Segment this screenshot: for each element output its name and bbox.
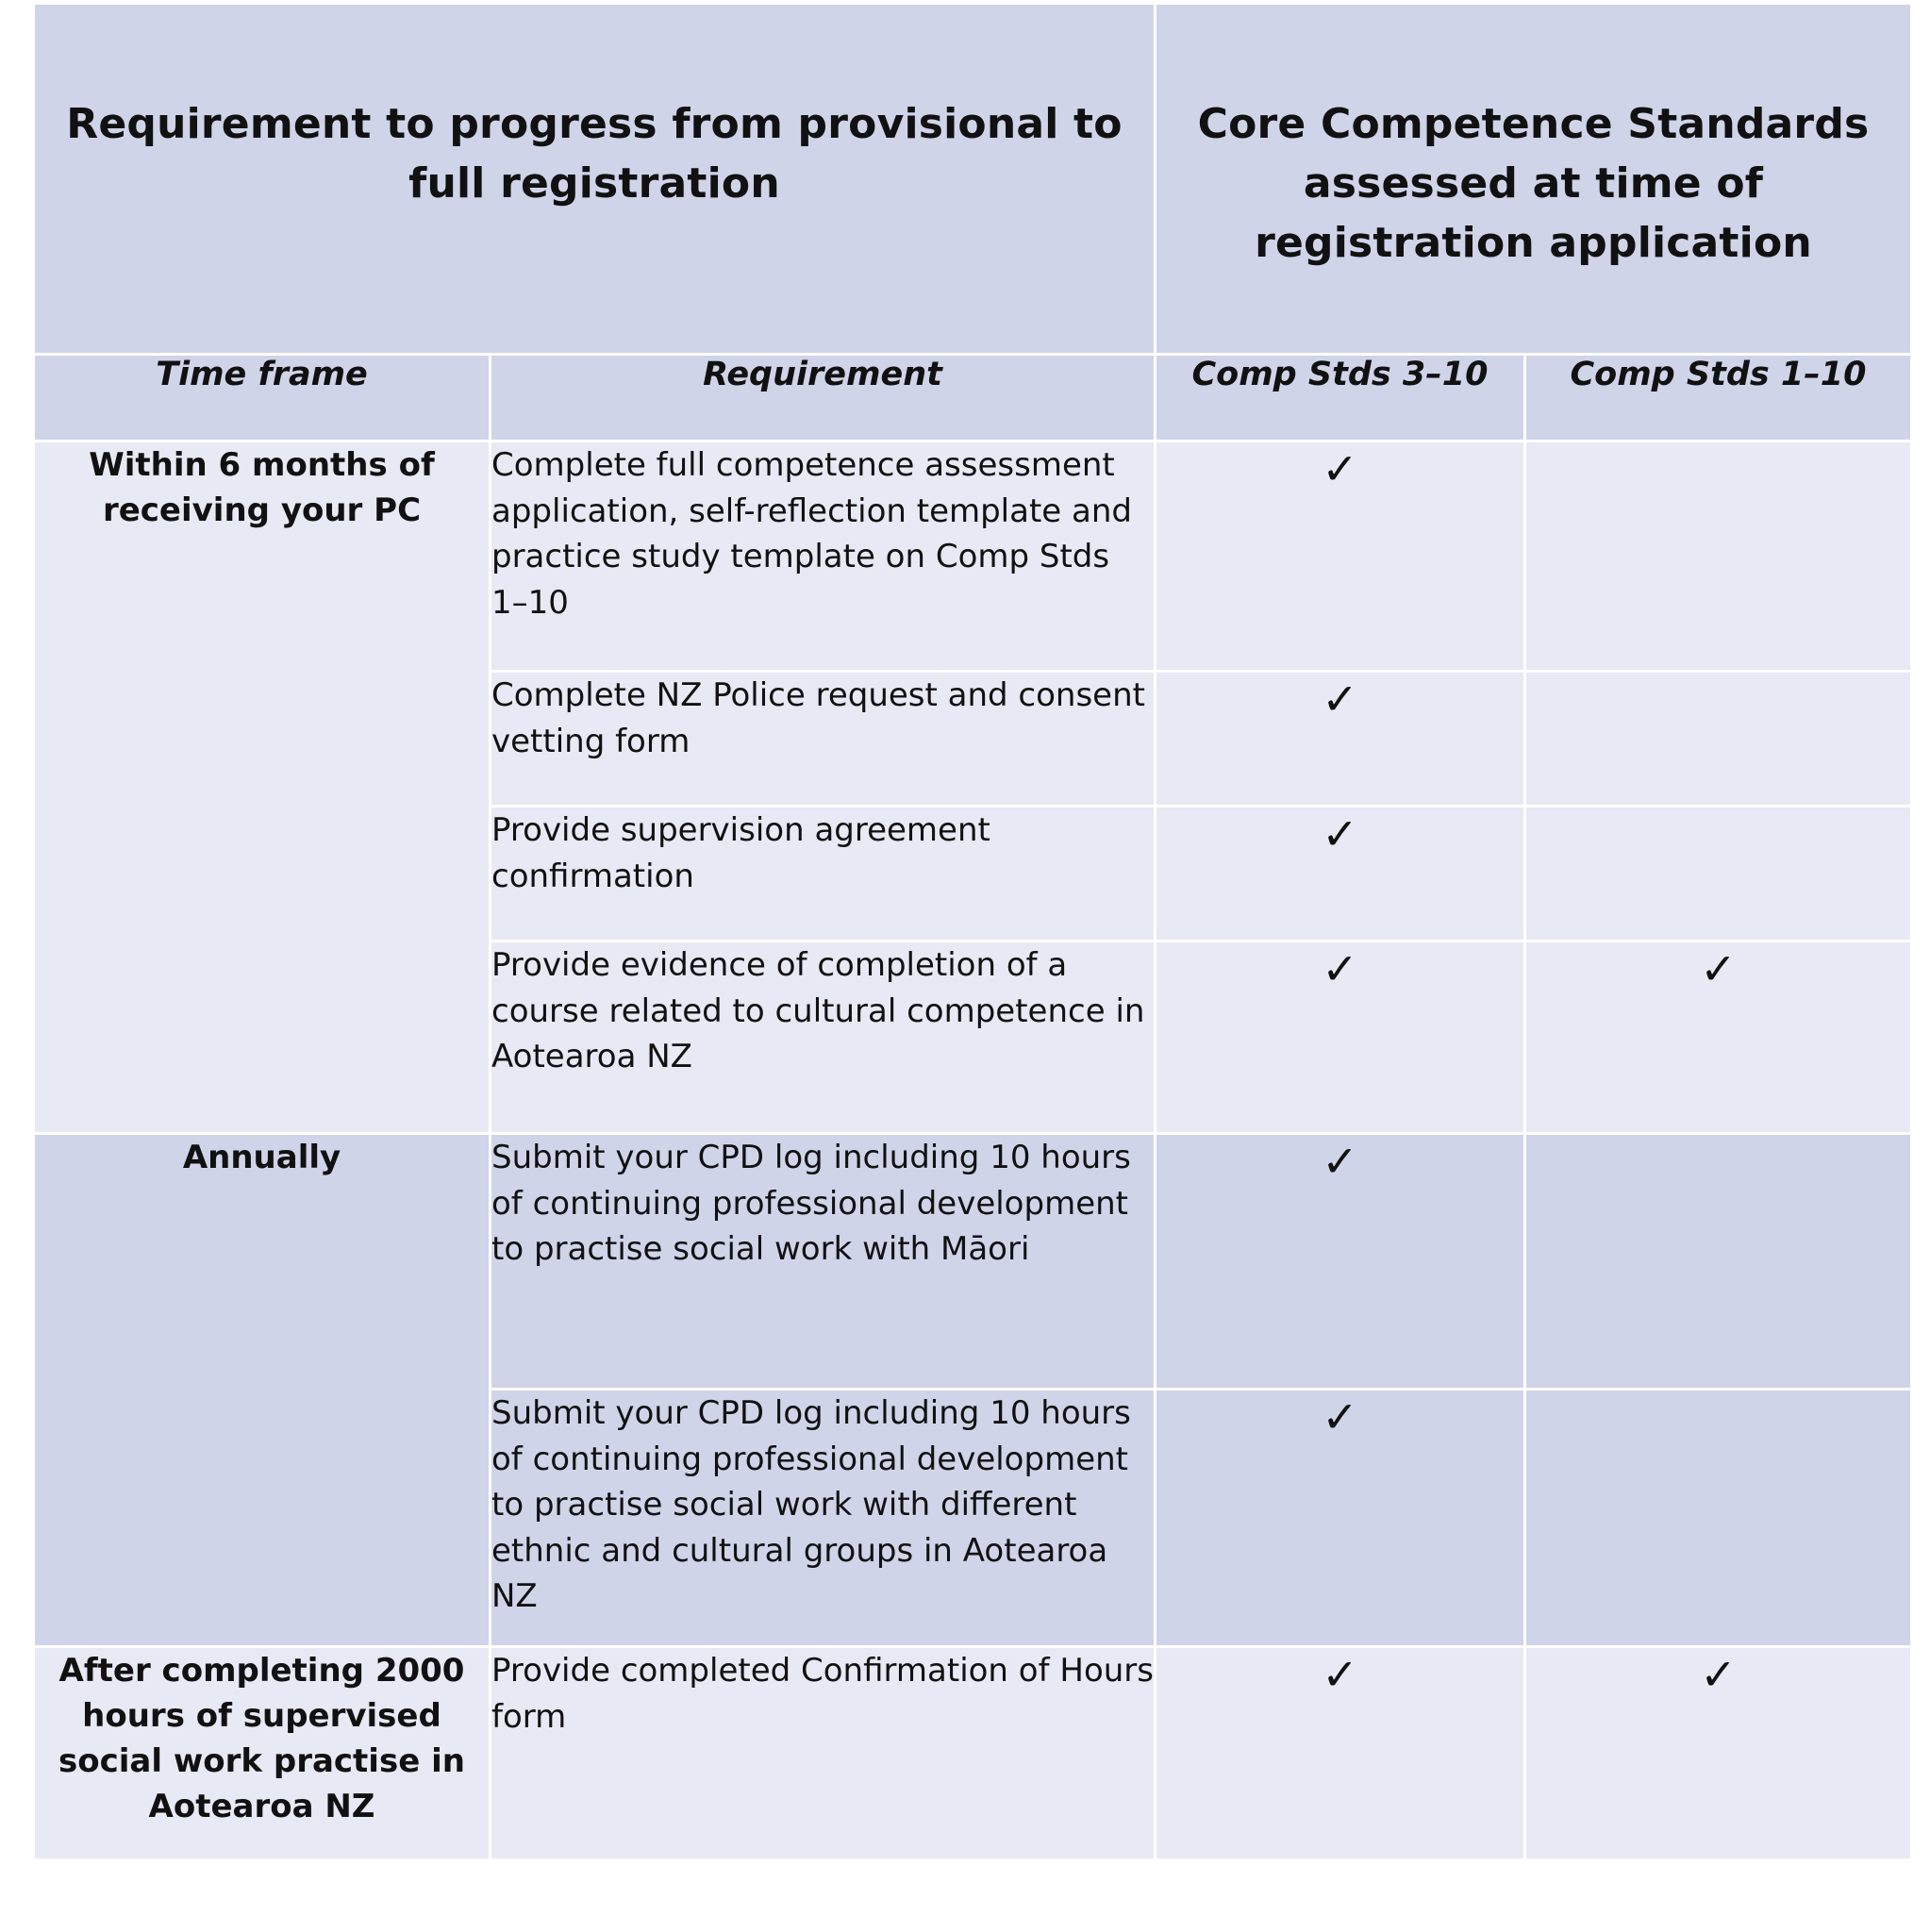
comp-3-10-cell bbox=[1156, 1390, 1525, 1647]
requirement-cell: Complete NZ Police request and consent vetting form bbox=[491, 672, 1156, 807]
comp-3-10-cell bbox=[1156, 941, 1525, 1134]
time-frame-cell: Within 6 months of receiving your PC bbox=[34, 441, 491, 1134]
requirement-cell: Provide supervision agreement confirmation bbox=[491, 807, 1156, 941]
comp-3-10-cell bbox=[1156, 441, 1525, 672]
column-header-requirement: Requirement bbox=[491, 355, 1156, 441]
checkmark-icon: ✓ bbox=[1322, 674, 1358, 724]
checkmark-icon: ✓ bbox=[1700, 943, 1737, 994]
comp-1-10-cell bbox=[1525, 941, 1912, 1134]
table-row bbox=[34, 1134, 1912, 1390]
time-frame-cell: Annually bbox=[34, 1134, 491, 1647]
comp-1-10-cell bbox=[1525, 1647, 1912, 1860]
comp-1-10-cell bbox=[1525, 1390, 1912, 1647]
checkmark-icon: ✓ bbox=[1322, 943, 1358, 994]
comp-1-10-cell bbox=[1525, 672, 1912, 807]
requirement-cell: Provide completed Confirmation of Hours form bbox=[491, 1647, 1156, 1860]
requirement-cell: Provide evidence of completion of a course related to cultural competence in Aotearoa NZ bbox=[491, 941, 1156, 1134]
requirement-cell: Complete full competence assessment application, self-reflection template and practice study template on Comp Stds 1–10 bbox=[491, 441, 1156, 672]
comp-1-10-cell bbox=[1525, 807, 1912, 941]
comp-1-10-cell bbox=[1525, 1134, 1912, 1390]
checkmark-icon: ✓ bbox=[1322, 808, 1358, 859]
column-header-comp-stds-1-10: Comp Stds 1–10 bbox=[1525, 355, 1912, 441]
table-row bbox=[34, 1647, 1912, 1860]
column-header-time-frame: Time frame bbox=[34, 355, 491, 441]
comp-3-10-cell bbox=[1156, 1647, 1525, 1860]
column-header-comp-stds-3-10: Comp Stds 3–10 bbox=[1156, 355, 1525, 441]
checkmark-icon: ✓ bbox=[1322, 1391, 1358, 1442]
time-frame-cell: After completing 2000 hours of supervised social work practise in Aotearoa NZ bbox=[34, 1647, 491, 1860]
comp-3-10-cell bbox=[1156, 1134, 1525, 1390]
checkmark-icon: ✓ bbox=[1322, 1649, 1358, 1700]
requirement-cell: Submit your CPD log including 10 hours of continuing professional development to practise social work with Māori bbox=[491, 1134, 1156, 1390]
registration-requirements-table bbox=[32, 2, 1913, 1861]
header-left-cell bbox=[34, 4, 1156, 355]
header-left-title: Requirement to progress from provisional to full registration bbox=[66, 100, 1123, 208]
comp-3-10-cell bbox=[1156, 807, 1525, 941]
checkmark-icon: ✓ bbox=[1322, 1136, 1358, 1187]
checkmark-icon: ✓ bbox=[1700, 1649, 1737, 1700]
checkmark-icon: ✓ bbox=[1322, 443, 1358, 494]
comp-1-10-cell bbox=[1525, 441, 1912, 672]
comp-3-10-cell bbox=[1156, 672, 1525, 807]
header-right-title: Core Competence Standards assessed at time of registration application bbox=[1197, 100, 1870, 267]
table-header-main bbox=[34, 4, 1912, 355]
table-header-columns bbox=[34, 355, 1912, 441]
header-right-cell bbox=[1156, 4, 1912, 355]
requirement-cell: Submit your CPD log including 10 hours of continuing professional development to practise social work with different ethnic and cultural groups in Aotearoa NZ bbox=[491, 1390, 1156, 1647]
table-row bbox=[34, 441, 1912, 672]
